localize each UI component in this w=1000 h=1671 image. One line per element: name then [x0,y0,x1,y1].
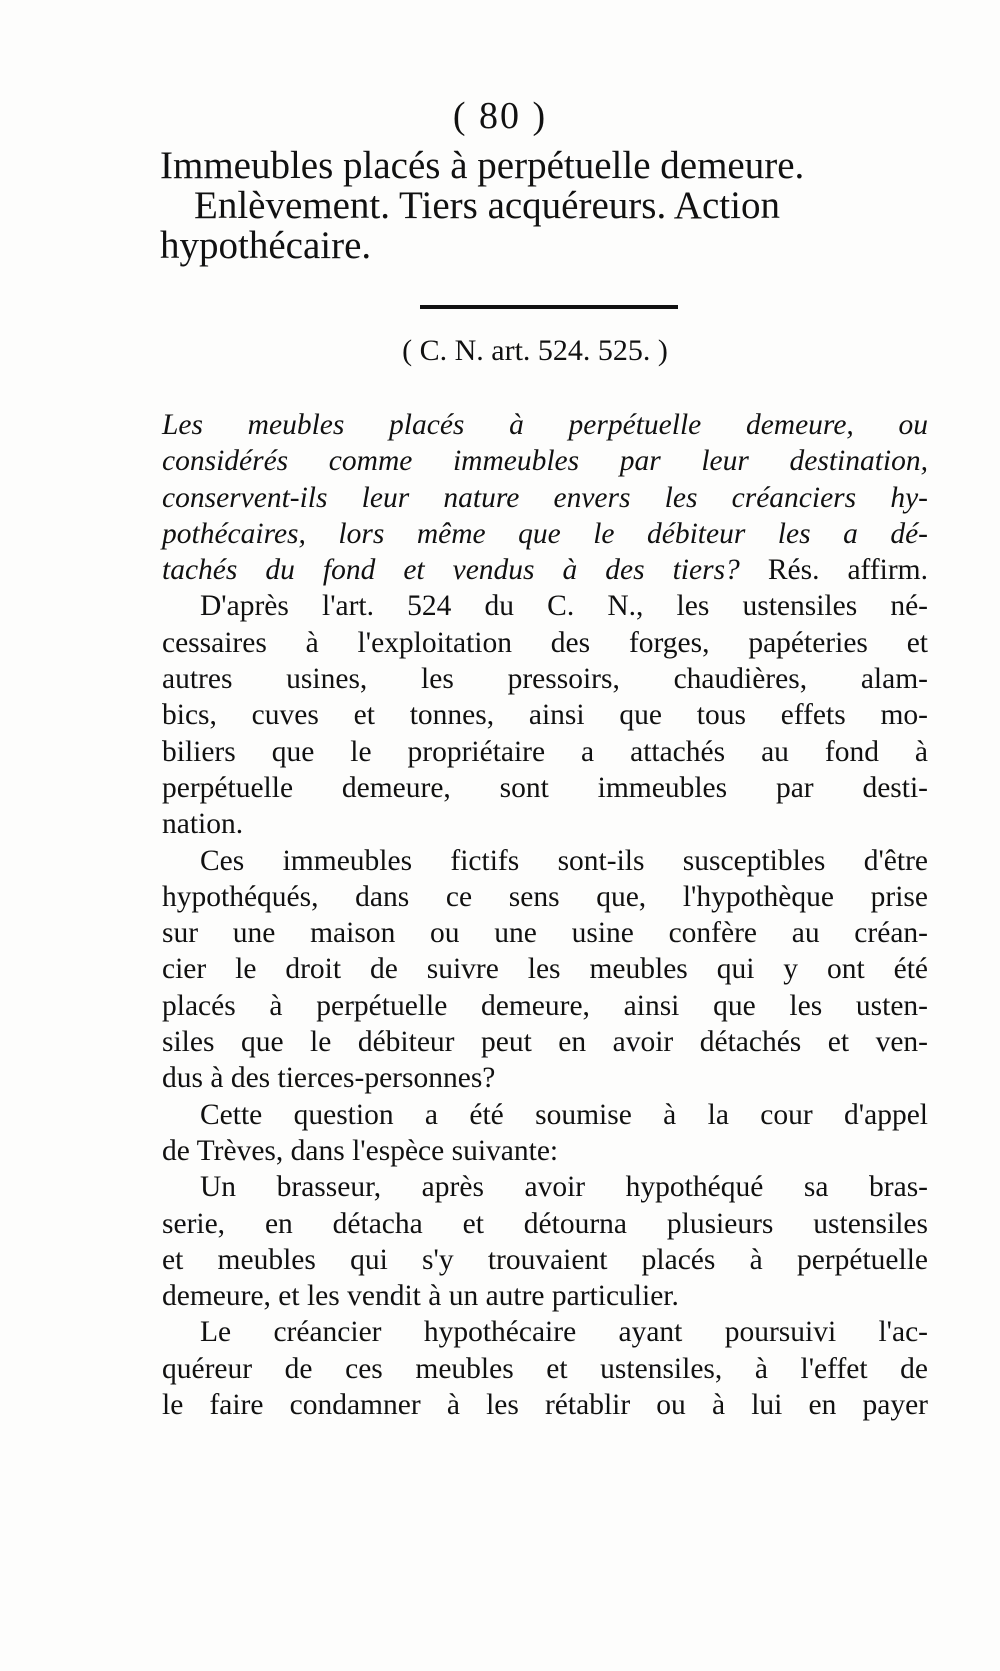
paragraph-line: nation. [162,808,244,841]
question-line: pothécaires, lors même que le débiteur les a dé- [162,517,928,550]
code-citation: ( C. N. art. 524. 525. ) [402,334,668,367]
paragraph-line: cier le droit de suivre les meubles qui y ont été [162,953,928,986]
paragraph-line: biliers que le propriétaire a attachés au fond à [162,735,928,768]
heading-line: hypothécaire. [160,224,372,267]
section-heading [160,146,930,266]
paragraph-line: Cette question a été soumise à la cour d'appel [200,1098,928,1131]
paragraph-line: autres usines, les pressoirs, chaudières, alam- [162,663,928,696]
heading-line: Enlèvement. Tiers acquéreurs. Action [194,184,780,227]
paragraph-line: D'après l'art. 524 du C. N., les ustensiles né- [200,590,928,623]
paragraph-line: siles que le débiteur peut en avoir détachés et ven- [162,1026,928,1059]
paragraph-line: Ces immeubles fictifs sont-ils susceptibles d'être [200,844,928,877]
paragraph-line: et meubles qui s'y trouvaient placés à perpétuelle [162,1243,928,1276]
question-line: considérés comme immeubles par leur destination, [162,445,928,478]
heading-line: Immeubles placés à perpétuelle demeure. [160,144,805,187]
page-number: ( 80 ) [452,95,548,137]
paragraph-line: demeure, et les vendit à un autre particulier. [162,1280,679,1313]
question-line: tachés du fond et vendus à des tiers? [162,554,740,587]
paragraph-line: sur une maison ou une usine confère au créan- [162,917,928,950]
body-text [162,407,928,1423]
paragraph-line: perpétuelle demeure, sont immeubles par desti- [162,771,928,804]
paragraph-line: serie, en détacha et détourna plusieurs ustensiles [162,1207,928,1240]
question-last-line [162,552,928,588]
question-answer: Rés. affirm. [767,554,929,587]
question-line: Les meubles placés à perpétuelle demeure, ou [162,409,928,441]
paragraph-line: placés à perpétuelle demeure, ainsi que les usten- [162,989,928,1022]
heading-divider [420,305,678,309]
paragraph-line: cessaires à l'exploitation des forges, papéteries et [162,626,928,659]
paragraph-line: hypothéqués, dans ce sens que, l'hypothèque prise [162,880,928,913]
paragraph-line: quéreur de ces meubles et ustensiles, à l'effet de [162,1352,928,1385]
paragraph-line: dus à des tierces-personnes? [162,1062,496,1095]
paragraph-line: Le créancier hypothécaire ayant poursuivi l'ac- [200,1316,928,1349]
paragraph-line: le faire condamner à les rétablir ou à lui en payer [162,1389,928,1422]
paragraph-line: bics, cuves et tonnes, ainsi que tous effets mo- [162,699,928,732]
paragraph-line: Un brasseur, après avoir hypothéqué sa bras- [200,1171,928,1204]
question-line: conservent-ils leur nature envers les créanciers hy- [162,481,928,514]
paragraph-line: de Trèves, dans l'espèce suivante: [162,1134,559,1167]
